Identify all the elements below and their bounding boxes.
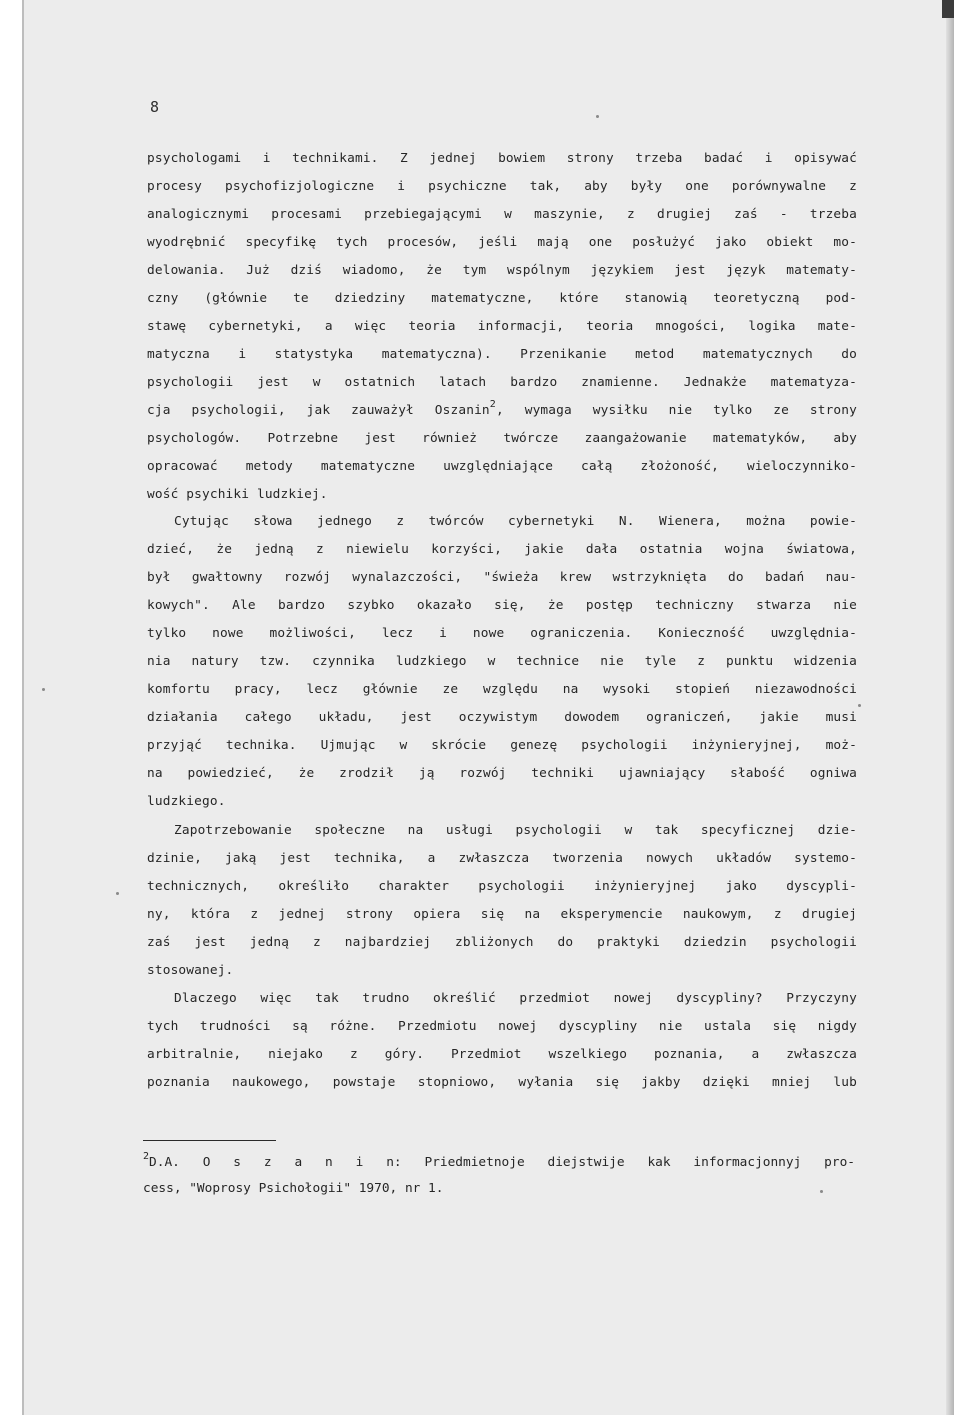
text-line: działania całego układu, jest oczywistym dowodem ograniczeń, jakie musi [147,710,857,725]
body-text-part-1 [147,145,857,509]
footnote-divider [143,1140,276,1141]
text-line: przyjąć technika. Ujmując w skrócie genezę psychologii inżynieryjnej, moż- [147,738,857,753]
text-line: na powiedzieć, że zrodził ją rozwój techniki ujawniający słabość ogniwa [147,766,857,781]
text-segment: , wymaga wysiłku nie tylko ze strony [495,403,857,418]
text-line: Cytując słowa jednego z twórców cybernetyki N. Wienera, można powie- [174,514,857,529]
footnote-text: D.A. O s z a n i n: Priedmietnoje diejstwije kak informacjonnyj pro- [149,1155,855,1170]
footnote-reference: 2 [489,399,496,410]
text-line: arbitralnie, niejako z góry. Przedmiot wszelkiego poznania, a zwłaszcza [147,1047,857,1062]
footnote-number: 2 [143,1151,150,1162]
text-line: matyczna i statystyka matematyczna). Przenikanie metod matematycznych do [147,347,857,362]
footnote-line [143,1150,855,1176]
text-line: procesy psychofizjologiczne i psychiczne tak, aby były one porównywalne z [147,179,857,194]
footnote-line: cess, "Woprosy Psichołogii" 1970, nr 1. [143,1181,444,1196]
scan-speck [858,704,861,707]
text-line: stawę cybernetyki, a więc teoria informacji, teoria mnogości, logika mate- [147,319,857,334]
text-line: delowania. Już dziś wiadomo, że tym wspólnym językiem jest język matematy- [147,263,857,278]
corner-mark [942,0,954,18]
text-line: Dlaczego więc tak trudno określić przedmiot nowej dyscypliny? Przyczyny [174,991,857,1006]
text-line: był gwałtowny rozwój wynalazczości, "świeża krew wstrzyknięta do badań nau- [147,570,857,585]
text-line: psychologów. Potrzebne jest również twórcze zaangażowanie matematyków, aby [147,431,857,446]
footnote [143,1150,855,1202]
text-line: Zapotrzebowanie społeczne na usługi psychologii w tak specyficznej dzie- [174,823,857,838]
text-segment: cja psychologii, jak zauważył Oszanin [147,403,490,418]
page-number: 8 [150,98,160,116]
text-line: zaś jest jedną z najbardziej zbliżonych do praktyki dziedzin psychologii [147,935,857,950]
body-text-part-2 [147,508,857,816]
text-line: nia natury tzw. czynnika ludzkiego w technice nie tyle z punktu widzenia [147,654,857,669]
text-line: opracować metody matematyczne uwzględniające całą złożoność, wieloczynniko- [147,459,857,474]
scan-speck [596,115,599,118]
text-line: ny, która z jednej strony opiera się na eksperymencie naukowym, z drugiej [147,907,857,922]
text-line: kowych". Ale bardzo szybko okazało się, że postęp techniczny stwarza nie [147,598,857,613]
text-line: ludzkiego. [147,794,226,809]
text-line: wyodrębnić specyfikę tych procesów, jeśli mają one posłużyć jako obiekt mo- [147,235,857,250]
text-line: czny (głównie te dziedziny matematyczne, które stanowią teoretyczną pod- [147,291,857,306]
body-text-part-3 [147,817,857,985]
text-line: technicznych, określiło charakter psychologii inżynieryjnej jako dyscypli- [147,879,857,894]
scan-speck [42,688,45,691]
scan-speck [820,1190,823,1193]
text-line: analogicznymi procesami przebiegającymi w maszynie, z drugiej zaś - trzeba [147,207,857,222]
text-line: stosowanej. [147,963,234,978]
scan-speck [116,892,119,895]
text-line: komfortu pracy, lecz głównie ze względu na wysoki stopień niezawodności [147,682,857,697]
page-edge-shadow [946,0,954,1415]
text-line: psychologami i technikami. Z jednej bowiem strony trzeba badać i opisywać [147,151,857,166]
text-line: tych trudności są różne. Przedmiotu nowej dyscypliny nie ustala się nigdy [147,1019,857,1034]
text-line: psychologii jest w ostatnich latach bardzo znamienne. Jednakże matematyza- [147,375,857,390]
text-line: tylko nowe możliwości, lecz i nowe ograniczenia. Konieczność uwzględnia- [147,626,857,641]
text-line: wość psychiki ludzkiej. [147,487,328,502]
text-line-with-footnote-ref [147,397,857,425]
text-line: dzieć, że jedną z niewielu korzyści, jakie dała ostatnia wojna światowa, [147,542,857,557]
text-line: dzinie, jaką jest technika, a zwłaszcza tworzenia nowych układów systemo- [147,851,857,866]
body-text-part-4 [147,985,857,1097]
text-line: poznania naukowego, powstaje stopniowo, wyłania się jakby dzięki mniej lub [147,1075,857,1090]
